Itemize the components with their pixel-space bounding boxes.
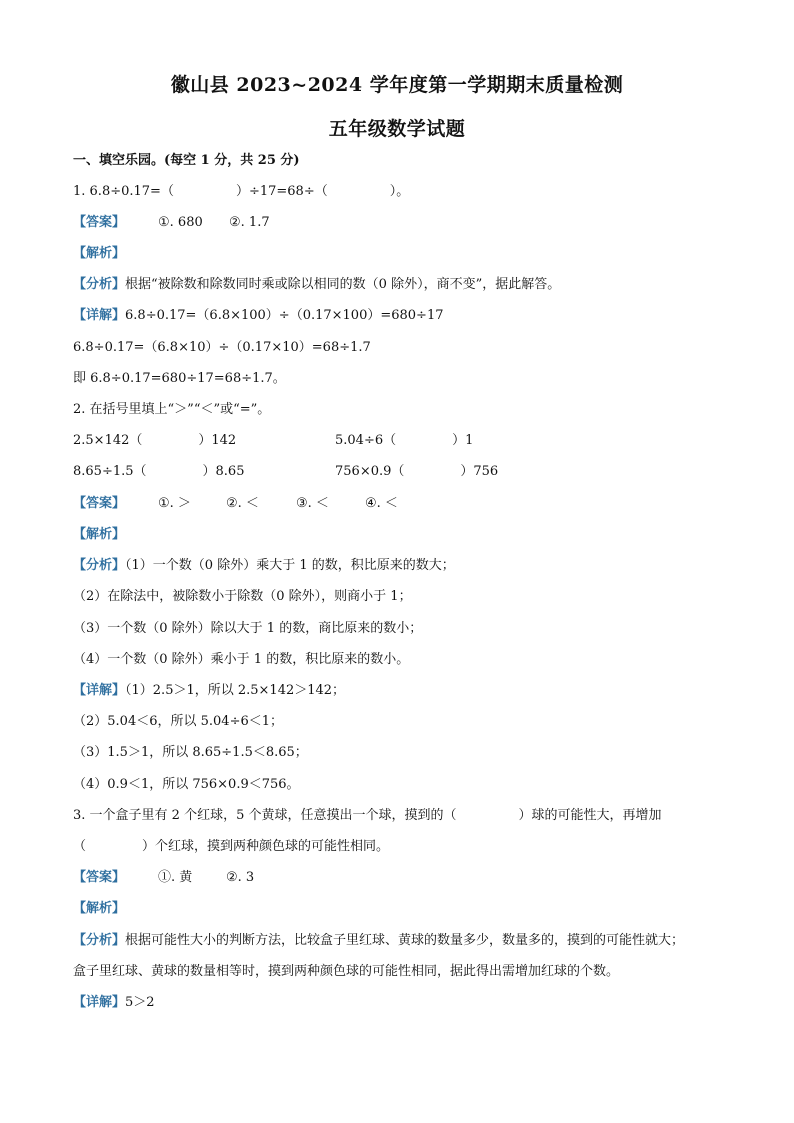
q3-text-3: （ bbox=[73, 839, 87, 854]
q3-analysis-1: 根据可能性大小的判断方法，比较盒子里红球、黄球的数量多少，数量多的，摸到的可能性就大； bbox=[125, 933, 685, 948]
question-2: 2. 在括号里填上“＞”“＜”或“=”。 bbox=[73, 402, 271, 417]
q3-text-2: ）球的可能性大，再增加 bbox=[518, 808, 662, 823]
q2-item-4-pre: 756×0.9（ bbox=[335, 464, 405, 479]
q2-item-3-pre: 8.65÷1.5（ bbox=[73, 464, 147, 479]
q2-analysis-1: （1）一个数（0 除外）乘大于 1 的数，积比原来的数大； bbox=[125, 558, 455, 573]
analysis-tag: 【分析】 bbox=[73, 277, 126, 292]
q1-analysis-text: 根据“被除数和除数同时乘或除以相同的数（0 除外），商不变”，据此解答。 bbox=[125, 277, 561, 292]
q2-detail bbox=[73, 682, 345, 700]
q1-analysis-heading: 【解析】 bbox=[73, 246, 126, 261]
q2-item-3-post: ）8.65 bbox=[202, 464, 245, 479]
q3-detail-1: 5＞2 bbox=[125, 995, 155, 1010]
q2-analysis-4: （4）一个数（0 除外）乘小于 1 的数，积比原来的数小。 bbox=[73, 652, 410, 667]
detail-tag: 【详解】 bbox=[73, 683, 126, 698]
q2-item-4-post: ）756 bbox=[460, 464, 499, 479]
q3-text-4: ）个红球，摸到两种颜色球的可能性相同。 bbox=[142, 839, 390, 854]
question-1 bbox=[73, 183, 409, 201]
q2-detail-3: （3）1.5＞1，所以 8.65÷1.5＜8.65； bbox=[73, 745, 308, 760]
q1-text-2: ）÷17=68÷（ bbox=[235, 184, 328, 199]
q2-item-2-pre: 5.04÷6（ bbox=[335, 433, 397, 448]
q1-answer-1: ①. 680 bbox=[158, 215, 203, 230]
q3-answer-1: ①. 黄 bbox=[158, 870, 193, 885]
q3-answer-2: ②. 3 bbox=[226, 870, 255, 885]
q2-analysis-2: （2）在除法中，被除数小于除数（0 除外），则商小于 1； bbox=[73, 589, 412, 604]
section-heading: 一、填空乐园。(每空 1 分，共 25 分) bbox=[73, 153, 300, 168]
q1-text-3: ）。 bbox=[389, 184, 410, 199]
q1-detail bbox=[73, 307, 443, 325]
detail-tag: 【详解】 bbox=[73, 995, 126, 1010]
document-title: 徽山县 2023~2024 学年度第一学期期末质量检测 bbox=[170, 74, 624, 96]
detail-tag: 【详解】 bbox=[73, 308, 126, 323]
answer-tag: 【答案】 bbox=[73, 215, 126, 230]
q2-detail-1: （1）2.5＞1，所以 2.5×142＞142； bbox=[125, 683, 346, 698]
q2-answer-4: ④. ＜ bbox=[365, 496, 398, 511]
q1-detail-1: 6.8÷0.17=（6.8×100）÷（0.17×100）=680÷17 bbox=[125, 308, 444, 323]
q1-analysis bbox=[73, 276, 560, 294]
q2-analysis bbox=[73, 557, 455, 575]
q2-item-1-pre: 2.5×142（ bbox=[73, 433, 143, 448]
q2-answer-row bbox=[73, 495, 125, 513]
q2-analysis-3: （3）一个数（0 除外）除以大于 1 的数，商比原来的数小； bbox=[73, 621, 423, 636]
q1-answer-2: ②. 1.7 bbox=[229, 215, 270, 230]
q3-analysis bbox=[73, 932, 684, 950]
answer-tag: 【答案】 bbox=[73, 496, 126, 511]
q1-detail-2: 6.8÷0.17=（6.8×10）÷（0.17×10）=68÷1.7 bbox=[73, 340, 371, 355]
q2-analysis-heading: 【解析】 bbox=[73, 527, 126, 542]
question-3-line-1 bbox=[73, 807, 662, 825]
q3-analysis-heading: 【解析】 bbox=[73, 901, 126, 916]
q1-text-1: 1. 6.8÷0.17=（ bbox=[73, 184, 174, 199]
analysis-tag: 【分析】 bbox=[73, 558, 126, 573]
answer-tag: 【答案】 bbox=[73, 870, 126, 885]
q2-answer-1: ①. ＞ bbox=[158, 496, 191, 511]
q2-item-1-post: ）142 bbox=[198, 433, 237, 448]
document-subtitle: 五年级数学试题 bbox=[328, 118, 466, 140]
q2-detail-4: （4）0.9＜1，所以 756×0.9＜756。 bbox=[73, 777, 300, 792]
q2-item-2-post: ）1 bbox=[452, 433, 474, 448]
analysis-tag: 【分析】 bbox=[73, 933, 126, 948]
q3-analysis-2: 盒子里红球、黄球的数量相等时，摸到两种颜色球的可能性相同，据此得出需增加红球的个数。 bbox=[73, 964, 620, 979]
q3-detail bbox=[73, 994, 155, 1012]
q2-item-3 bbox=[73, 463, 244, 481]
q1-answer-row bbox=[73, 214, 125, 232]
q2-answer-3: ③. ＜ bbox=[296, 496, 329, 511]
q3-text-1: 3. 一个盒子里有 2 个红球，5 个黄球，任意摸出一个球，摸到的（ bbox=[73, 808, 457, 823]
q3-answer-row bbox=[73, 869, 125, 887]
q1-detail-3: 即 6.8÷0.17=680÷17=68÷1.7。 bbox=[73, 371, 286, 386]
q2-detail-2: （2）5.04＜6，所以 5.04÷6＜1； bbox=[73, 714, 283, 729]
q2-item-1 bbox=[73, 432, 236, 450]
q2-item-4 bbox=[335, 463, 498, 481]
question-3-line-2 bbox=[73, 838, 389, 856]
q2-item-2 bbox=[335, 432, 473, 450]
q2-answer-2: ②. ＜ bbox=[226, 496, 259, 511]
